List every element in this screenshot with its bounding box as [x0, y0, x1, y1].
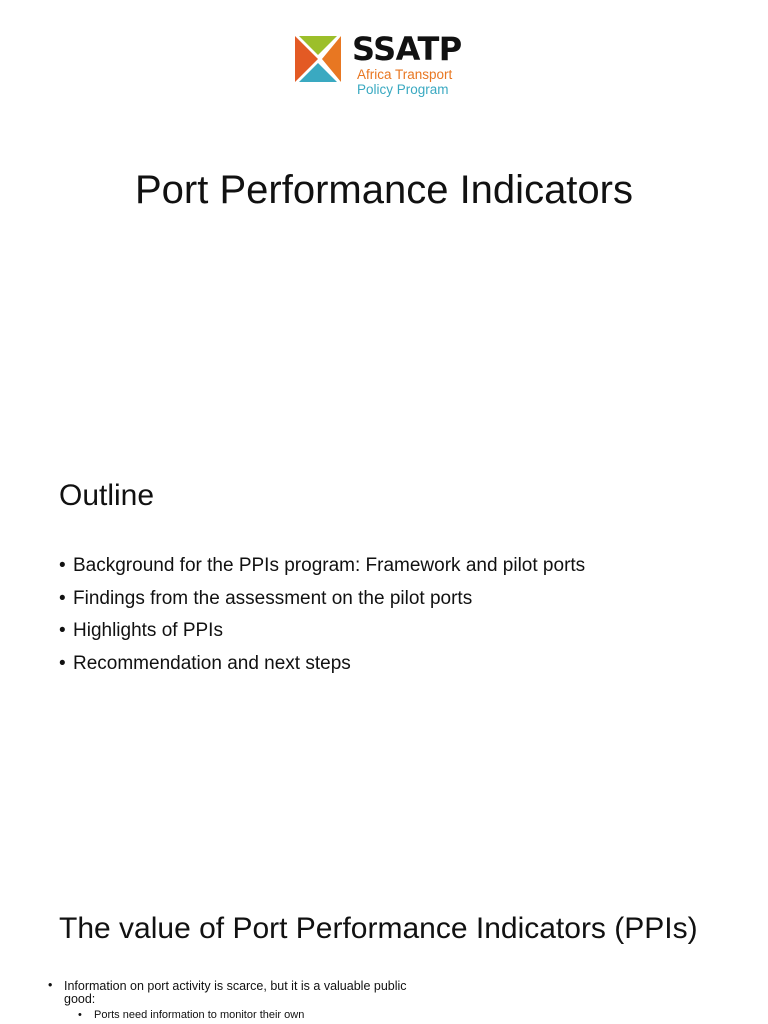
sub-list-item [48, 1009, 408, 1022]
ppi-value-list [48, 980, 408, 1022]
outline-item [59, 550, 585, 583]
bullet-dot-icon: • [78, 1009, 82, 1021]
outline-item-text: Recommendation and next steps [73, 652, 351, 674]
sub-list-item-text: Ports need information to monitor their own [94, 1009, 305, 1021]
bullet-dot-icon: • [59, 652, 66, 674]
ssatp-logo-mark-icon [295, 36, 341, 82]
bullet-dot-icon: • [59, 620, 66, 641]
outline-item-text: Background for the PPIs program: Framework and pilot ports [73, 555, 586, 576]
slide-outline [0, 432, 768, 864]
outline-item [59, 583, 585, 616]
bullet-dot-icon: • [59, 555, 66, 576]
list-item [48, 980, 408, 1006]
slide-title [0, 0, 768, 432]
logo-name: SSATP [352, 30, 462, 68]
outline-list [59, 550, 585, 680]
logo-tagline-line1: Africa Transport [357, 67, 453, 82]
presentation-title: Port Performance Indicators [135, 168, 633, 212]
ssatp-logo [295, 30, 495, 103]
outline-item [59, 648, 585, 681]
ppi-value-heading: The value of Port Performance Indicators (PPIs) [59, 912, 698, 945]
logo-tagline-line2: Policy Program [357, 82, 449, 97]
outline-item-text: Highlights of PPIs [73, 620, 223, 641]
outline-item-text: Findings from the assessment on the pilot ports [73, 587, 473, 609]
outline-heading: Outline [59, 479, 155, 512]
bullet-dot-icon: • [48, 978, 53, 992]
bullet-dot-icon: • [59, 587, 66, 609]
outline-item [59, 615, 585, 648]
list-item-text: Information on port activity is scarce, but it is a valuable public good: [64, 979, 407, 1006]
slide-ppi-value [0, 864, 768, 1024]
